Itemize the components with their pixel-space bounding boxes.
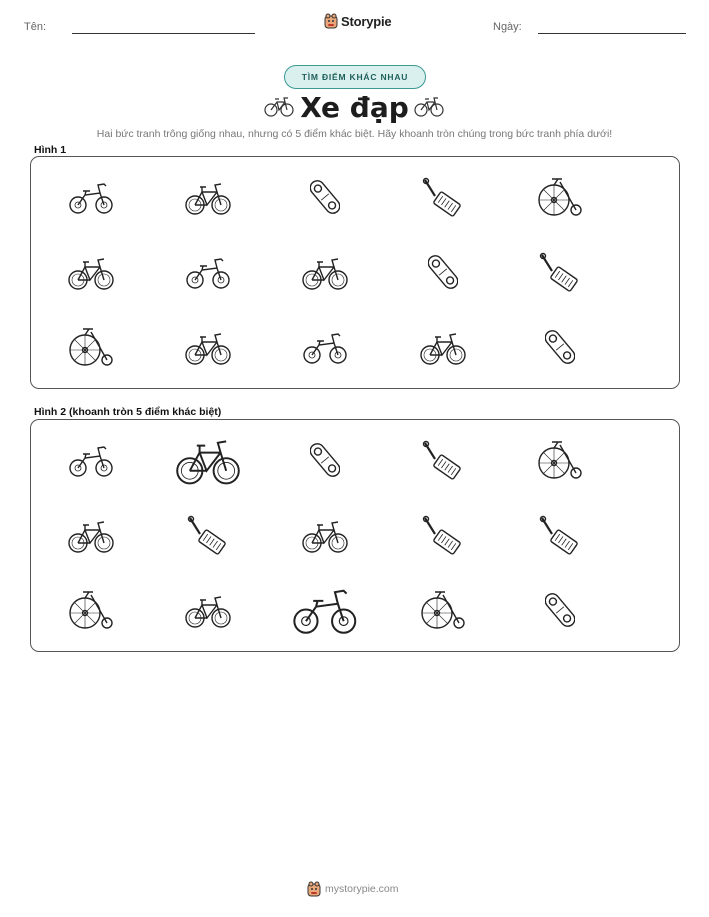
bicycle-icon <box>300 253 350 291</box>
chain-link-icon <box>545 589 575 631</box>
pedal-icon <box>538 251 582 293</box>
title-bike-right-icon <box>414 94 444 118</box>
picture1-item-2-4 <box>545 326 575 373</box>
chain-link-icon <box>310 176 340 218</box>
pedal-icon <box>421 514 465 556</box>
date-line <box>538 33 686 34</box>
picture2-item-1-2[interactable] <box>300 516 350 559</box>
picture1-item-1-1 <box>184 253 232 296</box>
picture1-item-2-0 <box>67 326 115 373</box>
picture2-item-0-1[interactable] <box>173 433 243 491</box>
brand-name: Storypie <box>341 13 392 29</box>
penny-farthing-icon <box>67 589 115 631</box>
storypie-mascot-icon <box>307 881 321 897</box>
balance-bike-icon <box>67 441 115 479</box>
storypie-mascot-icon <box>324 13 338 29</box>
picture1-item-0-3 <box>421 176 465 223</box>
balance-bike-icon <box>290 582 360 637</box>
picture1-item-1-0 <box>66 253 116 296</box>
picture-2[interactable] <box>30 419 680 652</box>
bicycle-icon <box>66 516 116 554</box>
picture1-item-0-2 <box>310 176 340 223</box>
pedal-icon <box>421 176 465 218</box>
picture2-item-1-4[interactable] <box>538 514 582 561</box>
picture2-item-0-4[interactable] <box>536 439 584 486</box>
instructions: Hai bức tranh trông giống nhau, nhưng có 5 điểm khác biệt. Hãy khoanh tròn chúng trong bức tranh phía dưới! <box>96 128 613 140</box>
picture1-item-2-3 <box>418 328 468 371</box>
pedal-icon <box>186 514 230 556</box>
activity-badge: TÌM ĐIỂM KHÁC NHAU <box>284 65 426 89</box>
picture2-item-0-3[interactable] <box>421 439 465 486</box>
picture1-item-1-4 <box>538 251 582 298</box>
picture-1 <box>30 156 680 389</box>
bicycle-icon <box>183 178 233 216</box>
picture2-item-0-0[interactable] <box>67 441 115 484</box>
picture2-item-2-1[interactable] <box>183 591 233 634</box>
picture1-item-1-3 <box>428 251 458 298</box>
footer-url: mystorypie.com <box>325 883 399 895</box>
penny-farthing-icon <box>67 326 115 368</box>
balance-bike-icon <box>301 328 349 366</box>
picture1-item-0-0 <box>67 178 115 221</box>
picture1-item-0-4 <box>536 176 584 223</box>
panel2-label: Hình 2 (khoanh tròn 5 điểm khác biệt) <box>34 406 222 418</box>
penny-farthing-icon <box>536 439 584 481</box>
picture2-item-1-0[interactable] <box>66 516 116 559</box>
balance-bike-icon <box>67 178 115 216</box>
bicycle-icon <box>183 591 233 629</box>
bicycle-icon <box>173 433 243 486</box>
balance-bike-icon <box>184 253 232 291</box>
bicycle-icon <box>418 328 468 366</box>
chain-link-icon <box>428 251 458 293</box>
picture2-item-2-3[interactable] <box>419 589 467 636</box>
date-label: Ngày: <box>493 21 522 33</box>
picture2-item-2-2[interactable] <box>290 582 360 642</box>
picture2-item-2-4[interactable] <box>545 589 575 636</box>
footer <box>307 881 399 897</box>
bicycle-icon <box>183 328 233 366</box>
pedal-icon <box>421 439 465 481</box>
picture2-item-2-0[interactable] <box>67 589 115 636</box>
picture2-item-1-1[interactable] <box>186 514 230 561</box>
picture1-item-0-1 <box>183 178 233 221</box>
name-label: Tên: <box>24 21 47 33</box>
bicycle-icon <box>66 253 116 291</box>
picture1-item-2-1 <box>183 328 233 371</box>
brand-logo <box>324 13 391 29</box>
panel1-label: Hình 1 <box>34 144 67 156</box>
picture2-item-0-2[interactable] <box>310 439 340 486</box>
picture1-item-1-2 <box>300 253 350 296</box>
penny-farthing-icon <box>419 589 467 631</box>
bicycle-icon <box>300 516 350 554</box>
chain-link-icon <box>310 439 340 481</box>
picture2-item-1-3[interactable] <box>421 514 465 561</box>
page-title: Xe đạp <box>300 91 409 124</box>
chain-link-icon <box>545 326 575 368</box>
picture1-item-2-2 <box>301 328 349 371</box>
penny-farthing-icon <box>536 176 584 218</box>
name-line <box>72 33 255 34</box>
pedal-icon <box>538 514 582 556</box>
